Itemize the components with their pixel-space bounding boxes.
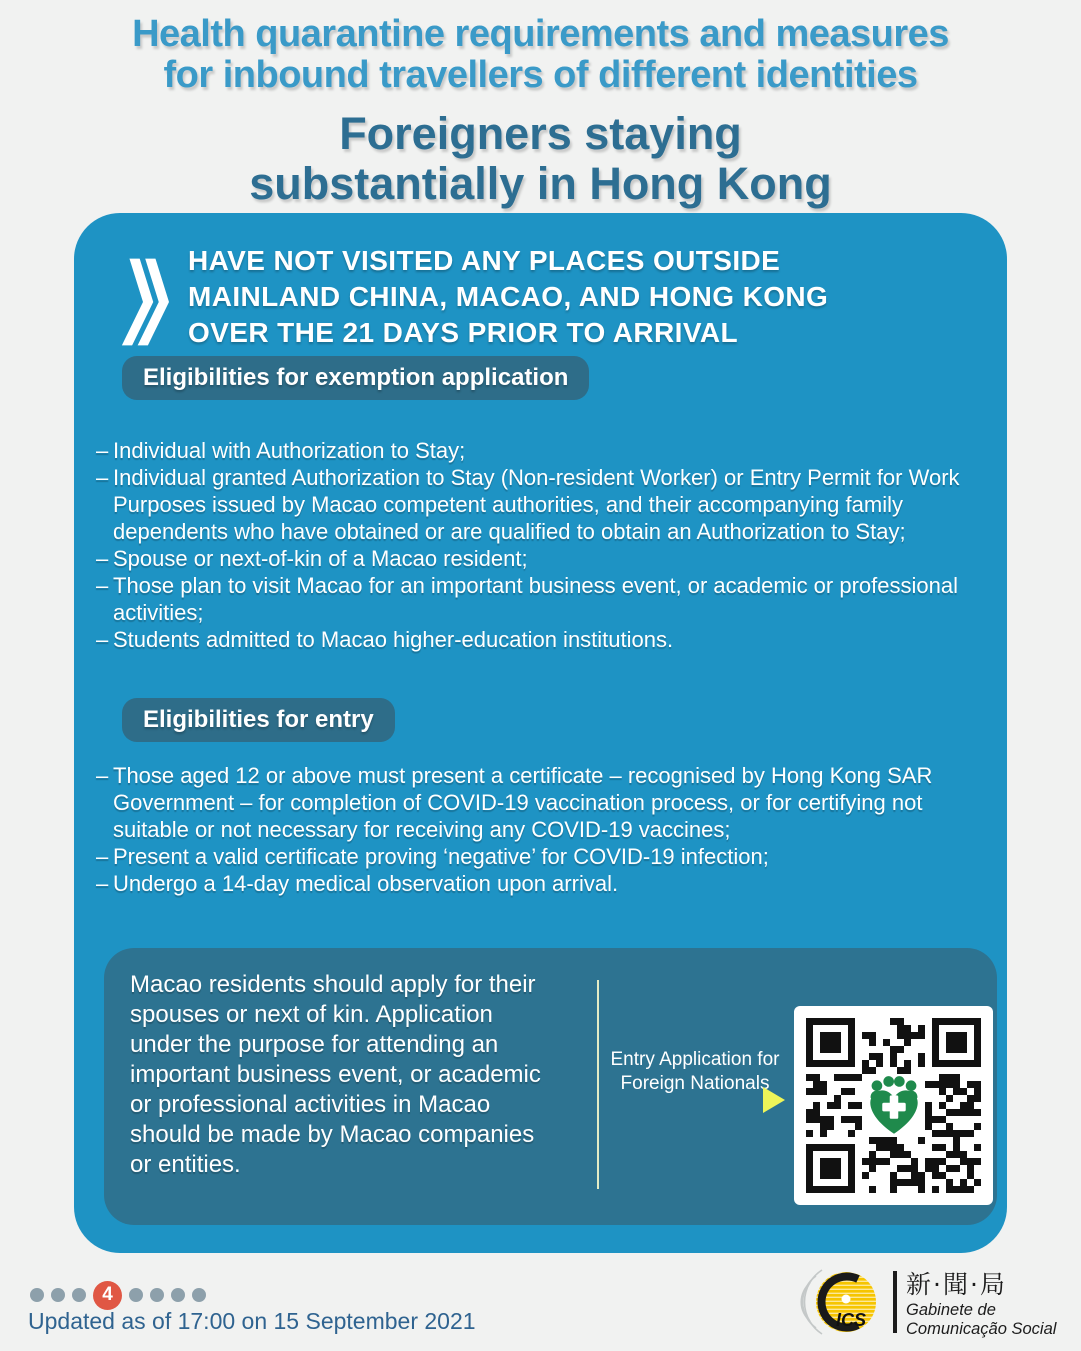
main-card — [74, 213, 1007, 1253]
list-item: – Present a valid certificate proving ‘negative’ for COVID-19 infection; — [96, 844, 769, 869]
list-item: – Those plan to visit Macao for an important business event, or academic or professional activities; — [96, 573, 958, 625]
qr-code — [794, 1006, 993, 1205]
dash-bullet: – — [96, 871, 109, 896]
card-heading — [188, 243, 828, 351]
gcs-logo-icon — [792, 1258, 884, 1346]
qr-label: Entry Application for Foreign Nationals — [610, 1049, 780, 1094]
note-text: Macao residents should apply for their spouses or next of kin. Application under the purpose for attending an important business event, or academic or professional activities in Macao should be made by Macao companies or entities. — [130, 971, 541, 1178]
page-title-line1: Health quarantine requirements and measures — [132, 13, 949, 55]
dash-bullet: – — [96, 573, 109, 598]
list-item: – Individual with Authorization to Stay; — [96, 438, 466, 463]
entry-badge: Eligibilities for entry — [122, 698, 395, 742]
double-chevron-icon — [120, 249, 172, 355]
gcs-portuguese-name-line1: Gabinete de — [906, 1301, 996, 1319]
dash-bullet: – — [96, 627, 109, 652]
list-item: – Individual granted Authorization to Stay (Non-resident Worker) or Entry Permit for Work Purposes issued by Macao competent authorities, and their accompanying family dependents who have obtained or are qualified to obtain an Authorization to Stay; — [96, 465, 960, 544]
card-heading-line3: OVER THE 21 DAYS PRIOR TO ARRIVAL — [188, 317, 738, 348]
page-dot — [129, 1288, 143, 1302]
note-card — [104, 948, 997, 1225]
gcs-divider-bar — [893, 1271, 897, 1333]
page-dot — [150, 1288, 164, 1302]
card-heading-line1: HAVE NOT VISITED ANY PLACES OUTSIDE — [188, 245, 781, 276]
arrow-right-icon — [763, 1087, 785, 1113]
exemption-badge: Eligibilities for exemption application — [122, 356, 589, 400]
list-item: – Undergo a 14-day medical observation upon arrival. — [96, 871, 619, 896]
updated-timestamp: Updated as of 17:00 on 15 September 2021 — [28, 1308, 476, 1334]
page-dot — [192, 1288, 206, 1302]
page-dots — [30, 1280, 206, 1310]
page-dot-current: 4 — [93, 1281, 122, 1310]
page-dot — [72, 1288, 86, 1302]
page-subtitle-line1: Foreigners staying — [339, 108, 742, 159]
health-bureau-logo-icon — [862, 1074, 926, 1138]
vertical-divider — [597, 980, 599, 1189]
list-item: – Spouse or next-of-kin of a Macao resident; — [96, 546, 528, 571]
list-item: – Those aged 12 or above must present a certificate – recognised by Hong Kong SAR Government – for completion of COVID-19 vaccination process, or for certifying not suitable or not necessary for receiving any COVID-19 vaccines; — [96, 763, 933, 842]
entry-list — [96, 762, 986, 897]
gcs-ics-text: ICS — [836, 1310, 867, 1330]
page-dot — [171, 1288, 185, 1302]
exemption-list — [96, 437, 986, 653]
dash-bullet: – — [96, 465, 109, 490]
list-item: – Students admitted to Macao higher-education institutions. — [96, 627, 674, 652]
card-header — [120, 243, 828, 355]
dash-bullet: – — [96, 763, 109, 788]
page-title-line2: for inbound travellers of different identities — [163, 54, 918, 96]
header — [0, 14, 1081, 209]
gcs-chinese-name: 新·聞·局 — [906, 1270, 1007, 1299]
gcs-portuguese-name-line2: Comunicação Social — [906, 1320, 1057, 1338]
page-subtitle-line2: substantially in Hong Kong — [249, 158, 832, 209]
page-subtitle — [0, 109, 1081, 209]
card-heading-line2: MAINLAND CHINA, MACAO, AND HONG KONG — [188, 281, 829, 312]
dash-bullet: – — [96, 438, 109, 463]
dash-bullet: – — [96, 844, 109, 869]
page-dot — [30, 1288, 44, 1302]
page-dot — [51, 1288, 65, 1302]
page-title — [0, 14, 1081, 96]
dash-bullet: – — [96, 546, 109, 571]
gcs-logo — [792, 1258, 1056, 1346]
